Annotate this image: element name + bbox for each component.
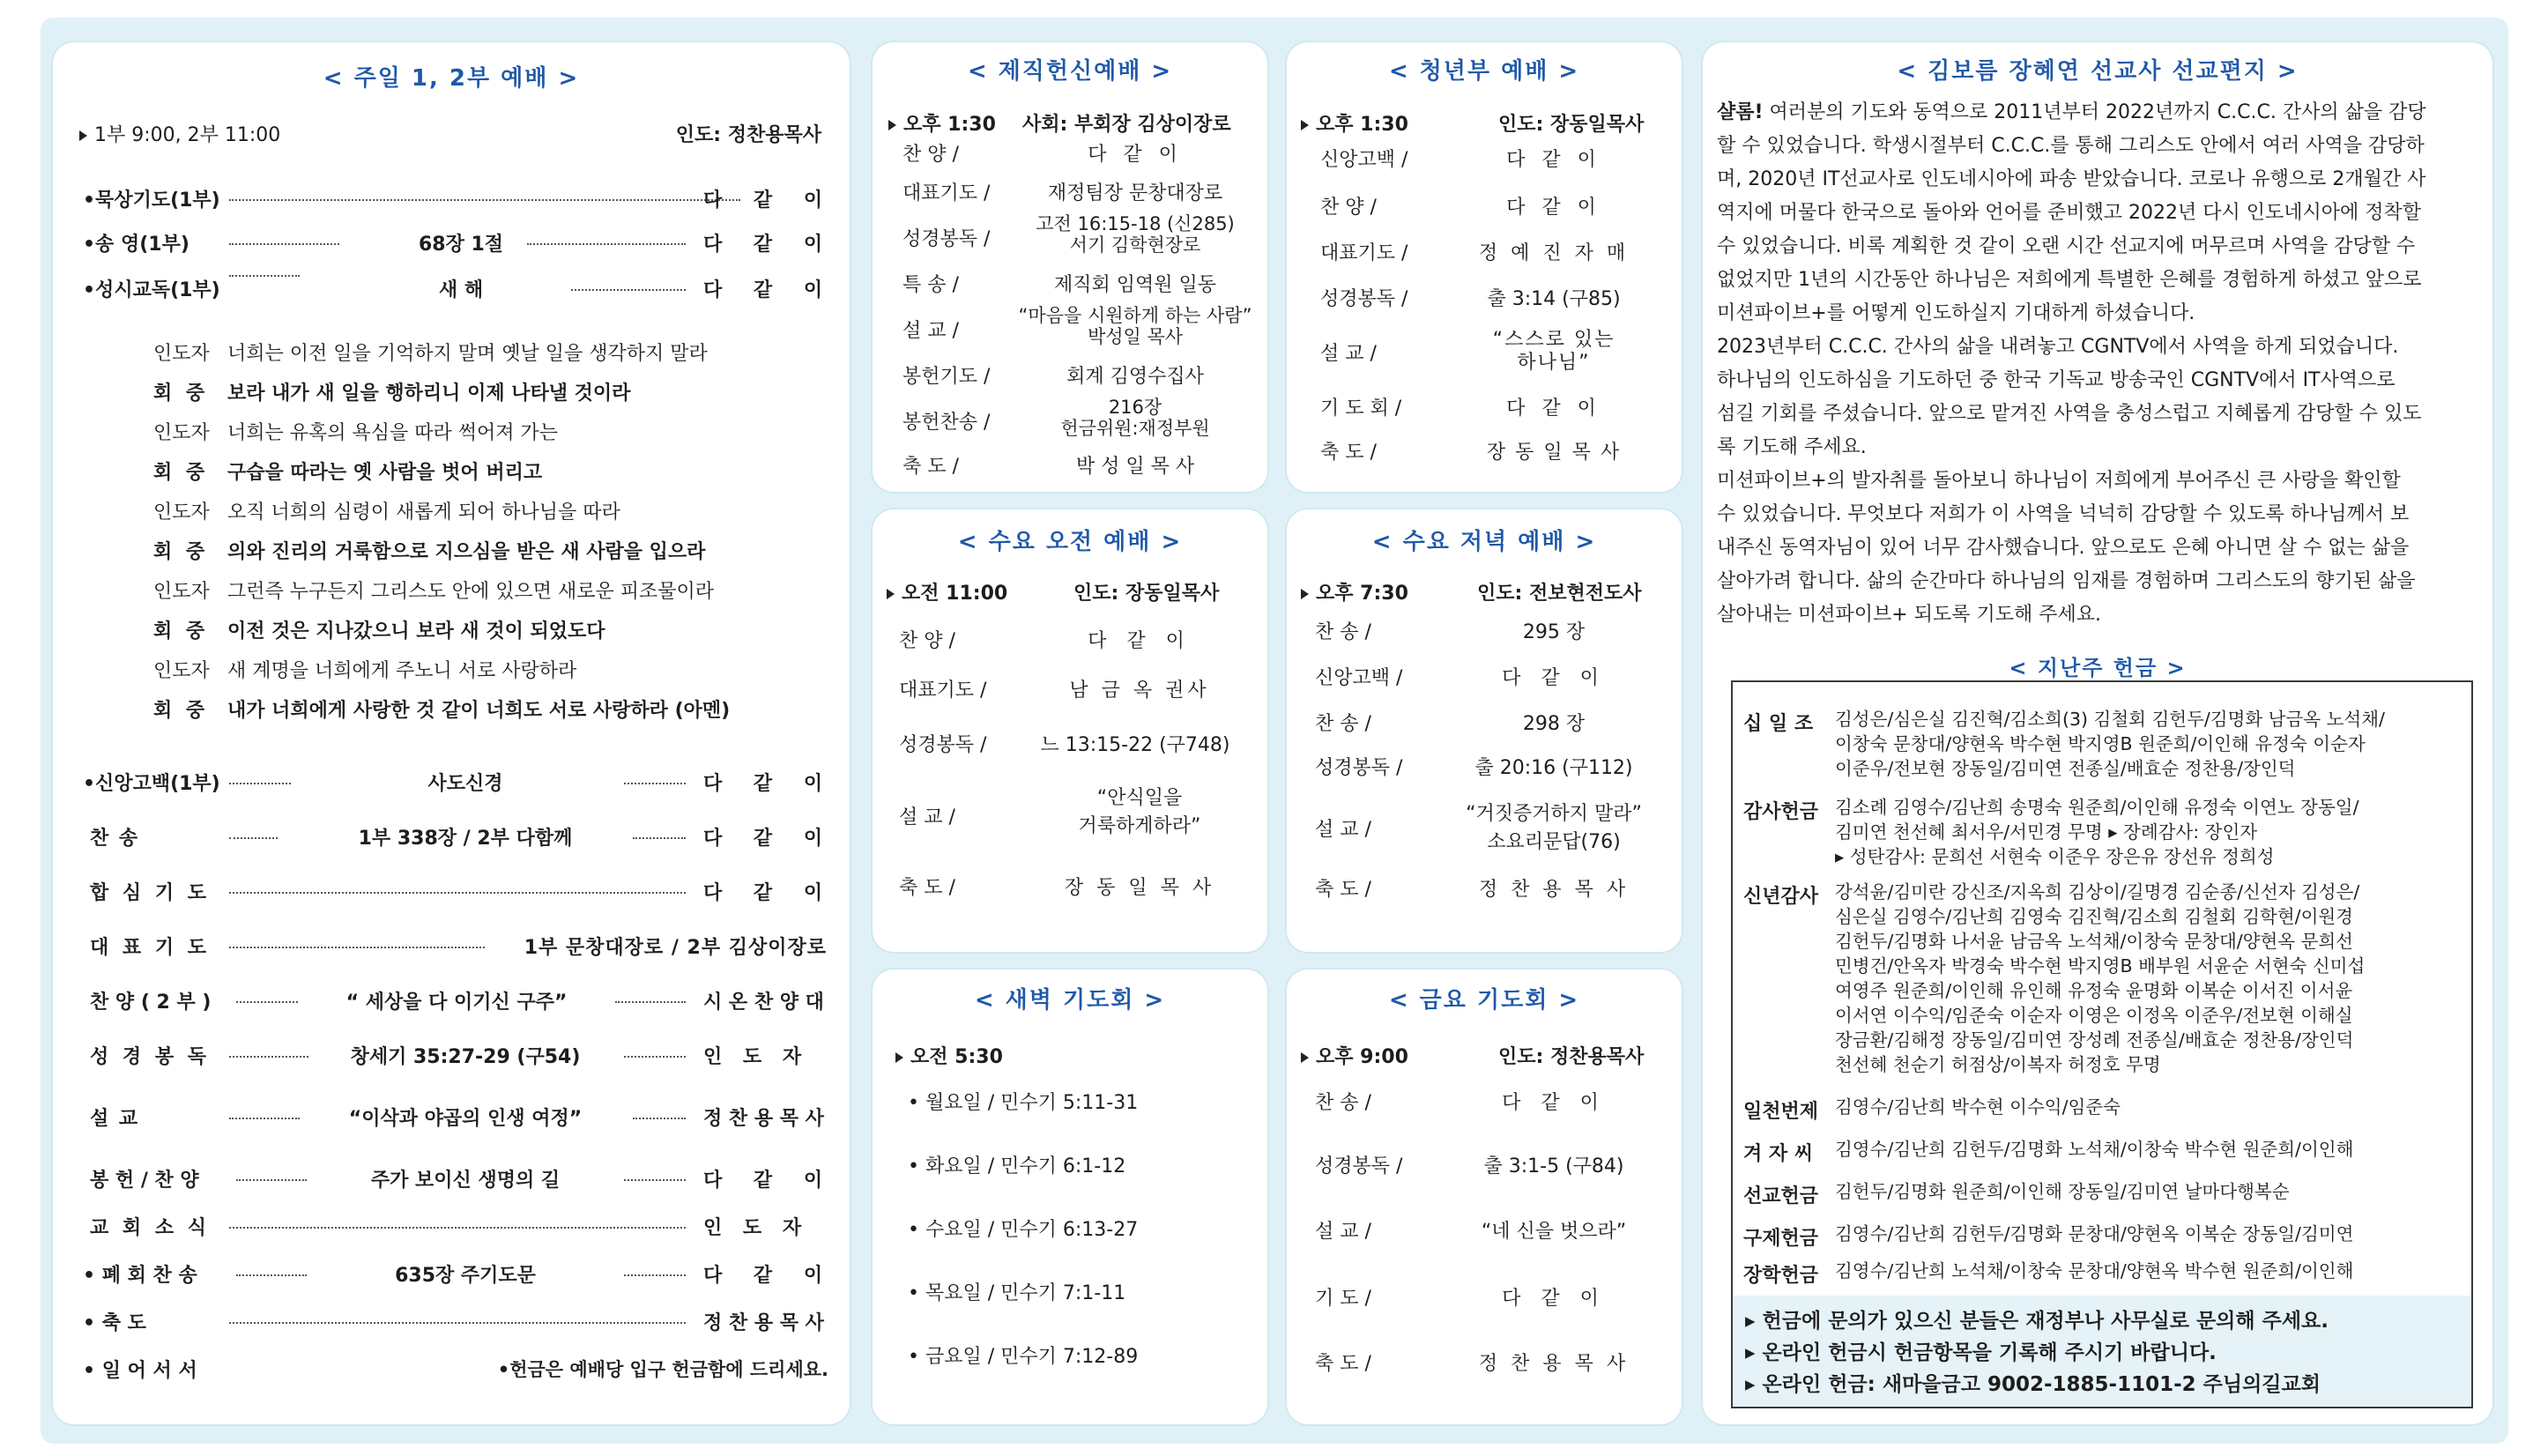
dawn-item: • 화요일 / 민수기 6:1-12: [908, 1155, 1126, 1177]
offering-label: 선교헌금: [1743, 1185, 1819, 1207]
dawn-item-text: 금요일 / 민수기 7:12-89: [925, 1346, 1139, 1368]
reading-text: 너희는 이전 일을 기억하지 말며 옛날 일을 생각하지 말라: [227, 343, 708, 365]
dotted-leader: [624, 1179, 686, 1181]
offering-note: ▸ 온라인 헌금: 새마을금고 9002-1885-1101-2 주님의길교회: [1745, 1373, 2321, 1396]
offering-names: [1835, 1179, 2290, 1204]
letter-line: 수 있었습니다. 무엇보다 저희가 이 사역을 넉넉히 감당할 수 있도록 하나님께서 보: [1717, 503, 2410, 525]
jejik-label: 성경봉독 /: [903, 228, 991, 250]
youth-value: 다 같 이: [1506, 197, 1601, 219]
service-time-text: 1부 9:00, 2부 11:00: [94, 124, 281, 146]
order-right: 다 같 이: [703, 1170, 836, 1192]
letter-line: 할 수 있었습니다. 학생시절부터 C.C.C.를 통해 그리스도 안에서 여러 사역을 감당하: [1717, 135, 2425, 157]
dotted-leader: [229, 783, 291, 784]
offering-names-line: 김성은/심은실 김진혁/김소희(3) 김철회 김헌두/김명화 남금옥 노석채/: [1835, 709, 2385, 730]
order-label: • 일 어 서 서: [83, 1360, 197, 1382]
order-mid: “이삭과 야곱의 인생 여정”: [348, 1108, 583, 1130]
jejik-value-2: 서기 김학현장로: [1069, 234, 1201, 256]
wed-morning-value: 다 같 이: [1088, 630, 1192, 652]
wed-evening-time-text: 오후 7:30: [1316, 583, 1408, 605]
order-label: •성시교독(1부): [83, 279, 220, 301]
offering-names-line: 이창숙 문창대/양현옥 박수현 박지영B 원준희/이인해 유정숙 이순자: [1835, 733, 2366, 754]
offering-names-line: 강석윤/김미란 강신조/지옥희 김상이/길명경 김순종/신선자 김성은/: [1835, 881, 2360, 903]
order-label: 대 표 기 도: [90, 937, 210, 959]
wed-morning-label: 대표기도 /: [899, 680, 987, 702]
reading-text: 내가 너희에게 사랑한 것 같이 너희도 서로 사랑하라 (아멘): [227, 700, 731, 722]
letter-line: 2023년부터 C.C.C. 간사의 삶을 내려놓고 CGNTV에서 사역을 하게 되었습니다.: [1717, 336, 2399, 358]
wed-evening-time: [1301, 578, 1408, 605]
youth-label: 대표기도 /: [1320, 242, 1408, 264]
youth-value: 정 예 진 자 매: [1478, 242, 1630, 264]
reading-who: 인도자: [153, 660, 210, 682]
wed-evening-title: < 수요 저녁 예배 >: [1371, 529, 1597, 555]
wed-morning-time-text: 오전 11:00: [902, 583, 1008, 605]
reading-text: 구습을 따라는 옛 사람을 벗어 버리고: [227, 462, 543, 484]
dotted-leader: [615, 1001, 686, 1003]
reading-text: 그런즉 누구든지 그리스도 안에 있으면 새로운 피조물이라: [227, 581, 715, 603]
order-right: 다 같 이: [703, 828, 836, 850]
wed-morning-panel: [871, 508, 1269, 954]
order-mid: 635장 주기도문: [395, 1265, 536, 1287]
offering-label: 감사헌금: [1743, 801, 1819, 823]
offering-names: [1835, 880, 2365, 1077]
order-right: 인 도 자: [703, 1217, 809, 1239]
dotted-leader: [236, 1001, 298, 1003]
youth-time: [1301, 109, 1408, 137]
order-right: 시 온 찬 양 대: [703, 992, 824, 1014]
jejik-label: 봉헌찬송 /: [903, 412, 991, 434]
order-mid: 사도신경: [427, 773, 503, 795]
dotted-leader: [229, 947, 485, 948]
jejik-value: 재정팀장 문창대장로: [1047, 182, 1223, 204]
order-right: 정 찬 용 목 사: [703, 1108, 824, 1130]
order-label: 성 경 봉 독: [90, 1046, 210, 1068]
service-leader: 인도: 정찬용목사: [675, 124, 821, 146]
order-label: 교 회 소 식: [90, 1217, 210, 1239]
wed-evening-label: 축 도 /: [1315, 879, 1371, 901]
dawn-time-text: 오전 5:30: [910, 1046, 1003, 1068]
reading-who: 회 중: [153, 383, 209, 405]
dawn-item: • 월요일 / 민수기 5:11-31: [908, 1092, 1139, 1114]
order-mid: “ 세상을 다 이기신 구주”: [345, 992, 568, 1014]
wed-morning-leader: 인도: 장동일목사: [1073, 583, 1220, 605]
jejik-value-2: 헌금위원:재정부원: [1060, 418, 1210, 439]
jejik-leader: 사회: 부회장 김상이장로: [1022, 114, 1231, 136]
youth-label: 성경봉독 /: [1320, 288, 1408, 310]
offering-names-line: ▸ 성탄감사: 문희선 서현숙 이준우 장은유 장선유 정희성: [1835, 846, 2275, 867]
offering-names-line: 민병건/안옥자 박경숙 박수현 박지영B 배부원 서윤순 서현숙 신미섭: [1835, 955, 2366, 977]
offering-names-line: 장금환/김해정 장동일/김미연 장성례 전종실/배효순 정찬용/장인덕: [1835, 1029, 2354, 1051]
offering-label: 구제헌금: [1743, 1228, 1819, 1250]
wed-morning-value-2: 거룩하게하라”: [1078, 815, 1201, 837]
dotted-leader: [229, 837, 278, 839]
wed-evening-label: 성경봉독 /: [1315, 757, 1403, 779]
youth-label: 찬 양 /: [1320, 197, 1377, 219]
offering-note: ▸ 온라인 헌금시 헌금항목을 기록해 주시기 바랍니다.: [1745, 1341, 2217, 1364]
jejik-label: 축 도 /: [903, 456, 959, 478]
reading-text: 보라 내가 새 일을 행하리니 이제 나타낼 것이라: [227, 383, 631, 405]
letter-line: 수 있었습니다. 비록 계획한 것 같이 오랜 시간 선교지에 머무르며 사역을 감당할 수: [1717, 235, 2416, 257]
letter-title: < 김보름 장혜연 선교사 선교편지 >: [1897, 58, 2299, 85]
order-label: 찬 양 ( 2 부 ): [90, 992, 212, 1014]
offering-names: [1835, 1137, 2353, 1162]
letter-line: 역지에 머물다 한국으로 돌아와 언어를 준비했고 2022년 다시 인도네시아에 정착할: [1717, 202, 2421, 224]
reading-who: 회 중: [153, 541, 209, 563]
order-mid: 68장 1절: [418, 234, 504, 256]
youth-value: 다 같 이: [1506, 149, 1601, 171]
youth-label: 신앙고백 /: [1320, 149, 1408, 171]
reading-who: 인도자: [153, 343, 210, 365]
order-label: 봉 헌 / 찬 양: [90, 1170, 199, 1192]
order-right: 다 같 이: [703, 1265, 836, 1287]
dawn-item-text: 수요일 / 민수기 6:13-27: [925, 1219, 1139, 1241]
order-right: 다 같 이: [703, 882, 836, 904]
wed-evening-value: 298 장: [1522, 713, 1586, 735]
jejik-time: [888, 109, 996, 137]
jejik-value: 고전 16:15-18 (신285): [1036, 213, 1235, 234]
offering-names-line: 천선혜 천순기 허점상/이복자 허정호 무명: [1835, 1054, 2161, 1075]
dotted-leader: [229, 243, 339, 245]
bullet-arrow-icon: [1301, 589, 1309, 599]
order-label: 찬 송: [90, 828, 140, 850]
letter-line: 미션파이브+의 발자취를 돌아보니 하나님이 저희에게 부어주신 큰 사랑을 확인할: [1717, 470, 2401, 492]
order-right: 1부 문창대장로 / 2부 김상이장로: [524, 937, 827, 959]
reading-who: 인도자: [153, 581, 210, 603]
dotted-leader: [624, 1274, 686, 1276]
wed-morning-label: 설 교 /: [899, 806, 955, 828]
wed-evening-panel: [1285, 508, 1683, 954]
order-right: 인 도 자: [703, 1046, 809, 1068]
dotted-leader: [229, 1322, 686, 1324]
youth-value: “스스로 있는: [1492, 329, 1616, 351]
wed-evening-label: 신앙고백 /: [1315, 667, 1403, 689]
letter-line: 미션파이브+를 어떻게 인도하실지 기대하게 하셨습니다.: [1717, 302, 2195, 324]
offering-names: [1835, 707, 2385, 781]
reading-who: 회 중: [153, 462, 209, 484]
jejik-label: 특 송 /: [903, 274, 959, 296]
friday-label: 설 교 /: [1315, 1221, 1371, 1243]
dawn-item-text: 목요일 / 민수기 7:1-11: [925, 1282, 1126, 1304]
friday-label: 찬 송 /: [1315, 1092, 1371, 1114]
jejik-value: 216장: [1108, 397, 1163, 418]
youth-service-panel: [1285, 41, 1683, 494]
wed-evening-value: “거짓증거하지 말라”: [1466, 803, 1642, 825]
reading-text: 새 계명을 너희에게 주노니 서로 사랑하라: [227, 660, 577, 682]
jejik-value: 회계 김영수집사: [1066, 366, 1204, 388]
bullet-arrow-icon: [1301, 120, 1309, 130]
youth-value: 출 3:14 (구85): [1487, 288, 1621, 310]
order-mid: 1부 338장 / 2부 다함께: [358, 828, 573, 850]
wed-morning-value: 남 금 옥 권사: [1069, 680, 1210, 702]
dotted-leader: [229, 1227, 686, 1229]
jejik-value: “마음을 시원하게 하는 사람”: [1018, 305, 1252, 326]
letter-greeting: 샬롬!: [1717, 101, 1764, 123]
order-label: •신앙고백(1부): [83, 773, 220, 795]
jejik-label: 설 교 /: [903, 320, 959, 342]
order-right: 다 같 이: [703, 189, 836, 212]
sunday-service-panel: [51, 41, 851, 1426]
wed-evening-label: 찬 송 /: [1315, 621, 1371, 643]
order-label: • 폐 회 찬 송: [83, 1265, 197, 1287]
mission-letter-panel: [1701, 41, 2494, 1426]
wed-evening-label: 설 교 /: [1315, 819, 1371, 841]
wed-evening-label: 찬 송 /: [1315, 713, 1371, 735]
order-label: 합 심 기 도: [90, 882, 210, 904]
order-right: 다 같 이: [703, 234, 836, 256]
wed-evening-leader: 인도: 전보현전도사: [1477, 583, 1642, 605]
bullet-arrow-icon: [1301, 1052, 1309, 1063]
friday-value: 다 같 이: [1502, 1092, 1606, 1114]
wed-morning-label: 성경봉독 /: [899, 734, 987, 756]
wed-morning-time: [887, 578, 1007, 605]
reading-text: 너희는 유혹의 욕심을 따라 썩어져 가는: [227, 422, 558, 444]
sunday-service-title: < 주일 1, 2부 예배 >: [323, 65, 580, 92]
wed-evening-value: 정 찬 용 목 사: [1478, 879, 1630, 901]
offering-label: 겨 자 씨: [1743, 1143, 1814, 1165]
letter-line: 섬길 기회를 주셨습니다. 앞으로 맡겨진 사역을 충성스럽고 지혜롭게 감당할 수 있도: [1717, 403, 2422, 425]
reading-who: 인도자: [153, 501, 210, 524]
offering-names-line: 이서연 이수익/임준숙 이순자 이영은 이정옥 이준우/전보현 이해실: [1835, 1005, 2353, 1026]
jejik-value-2: 박성일 목사: [1087, 326, 1184, 347]
youth-time-text: 오후 1:30: [1316, 114, 1408, 136]
offering-names-line: 여영주 원준희/이인해 유인해 유정숙 윤명화 이복순 이서진 이서윤: [1835, 980, 2353, 1001]
jejik-label: 찬 양 /: [903, 144, 959, 166]
offering-names-line: 심은실 김영수/김난희 김영숙 김진혁/김소희 김철회 김학현/이원경: [1835, 906, 2353, 927]
dawn-prayer-panel: [871, 968, 1269, 1426]
order-label: •송 영(1부): [83, 234, 189, 256]
order-right: 다 같 이: [703, 773, 836, 795]
reading-who: 회 중: [153, 620, 209, 643]
wed-morning-label: 찬 양 /: [899, 630, 955, 652]
offering-title: < 지난주 헌금 >: [2009, 656, 2187, 680]
dawn-item: • 금요일 / 민수기 7:12-89: [908, 1346, 1139, 1368]
letter-line: 하나님의 인도하심을 기도하던 중 한국 기독교 방송국인 CGNTV에서 IT사역으로: [1717, 369, 2396, 391]
jejik-label: 대표기도 /: [903, 182, 991, 204]
offering-label: 일천번제: [1743, 1101, 1819, 1123]
wed-morning-label: 축 도 /: [899, 877, 955, 899]
dotted-leader: [229, 1056, 308, 1058]
wed-morning-title: < 수요 오전 예배 >: [957, 529, 1183, 555]
order-label: • 축 도: [83, 1312, 146, 1334]
friday-label: 기 도 /: [1315, 1288, 1371, 1310]
offering-notes: [1733, 1296, 2471, 1407]
offering-names: [1835, 1259, 2353, 1283]
friday-time-text: 오후 9:00: [1316, 1046, 1408, 1068]
offering-names: [1835, 1222, 2353, 1246]
letter-line: 없었지만 1년의 시간동안 하나님은 저희에게 특별한 은혜를 경험하게 하셨고 앞으로: [1717, 269, 2422, 291]
dotted-leader: [229, 275, 300, 277]
youth-label: 기 도 회 /: [1320, 397, 1402, 420]
jejik-value: 제직회 임역원 일동: [1053, 274, 1216, 296]
youth-value: 다 같 이: [1506, 397, 1601, 420]
friday-prayer-panel: [1285, 968, 1683, 1426]
bullet-arrow-icon: [895, 1052, 903, 1063]
dotted-leader: [633, 1118, 686, 1119]
dawn-item: • 목요일 / 민수기 7:1-11: [908, 1282, 1126, 1304]
youth-label: 설 교 /: [1320, 343, 1377, 365]
order-mid: 주가 보이신 생명의 길: [370, 1170, 561, 1192]
wed-morning-value: 장 동 일 목 사: [1064, 877, 1215, 899]
offering-names-line: 김영수/김난희 김헌두/김명화 노석채/이창숙 박수현 원준희/이인해: [1835, 1139, 2354, 1160]
wed-evening-value: 다 같 이: [1502, 667, 1606, 689]
offering-names-line: 김헌두/김명화 원준희/이인해 장동일/김미연 날마다행복순: [1835, 1181, 2290, 1202]
jejik-time-text: 오후 1:30: [903, 114, 996, 136]
letter-line: 살아가려 합니다. 삶의 순간마다 하나님의 임재를 경험하며 그리스도의 향기된 삶을: [1717, 570, 2416, 592]
dotted-leader: [236, 1274, 307, 1276]
order-label: •묵상기도(1부): [83, 189, 220, 212]
youth-title: < 청년부 예배 >: [1388, 58, 1580, 85]
order-right: 다 같 이: [703, 279, 836, 301]
jejik-value: 박 성 일 목 사: [1075, 456, 1195, 478]
youth-label: 축 도 /: [1320, 442, 1377, 464]
reading-text: 오직 너희의 심령이 새롭게 되어 하나님을 따라: [227, 501, 620, 524]
friday-label: 축 도 /: [1315, 1353, 1371, 1375]
offering-note: ▸ 헌금에 문의가 있으신 분들은 재정부나 사무실로 문의해 주세요.: [1745, 1310, 2329, 1333]
order-mid: 새 해: [438, 279, 484, 301]
service-time: [79, 120, 280, 147]
dotted-leader: [571, 289, 686, 291]
dotted-leader: [229, 199, 740, 201]
jejik-service-panel: [871, 41, 1269, 494]
letter-line: 내주신 동역자님이 있어 너무 감사했습니다. 앞으로도 은혜 아니면 살 수 없는 삶을: [1717, 537, 2410, 559]
dotted-leader: [527, 243, 686, 245]
dotted-leader: [633, 837, 686, 839]
bullet-arrow-icon: [887, 589, 895, 599]
reading-who: 인도자: [153, 422, 210, 444]
jejik-value: 다 같 이: [1088, 144, 1183, 166]
friday-value: 출 3:1-5 (구84): [1483, 1155, 1624, 1177]
offering-label: 신년감사: [1743, 886, 1819, 908]
letter-line: [1717, 97, 2426, 124]
friday-time: [1301, 1042, 1408, 1069]
dotted-leader: [624, 1056, 686, 1058]
dawn-item-text: 화요일 / 민수기 6:1-12: [925, 1155, 1126, 1177]
reading-text: 의와 진리의 거룩함으로 지으심을 받은 새 사람을 입으라: [227, 541, 706, 563]
offering-names-line: 김헌두/김명화 나서윤 남금옥 노석채/이창숙 문창대/양현옥 문희선: [1835, 931, 2353, 952]
dotted-leader: [229, 1118, 300, 1119]
offering-names-line: 김영수/김난희 노석채/이창숙 문창대/양현옥 박수현 원준희/이인해: [1835, 1260, 2354, 1281]
bullet-arrow-icon: [888, 120, 896, 130]
offering-box: [1731, 680, 2473, 1408]
offering-label: 장학헌금: [1743, 1265, 1819, 1287]
letter-line: 살아내는 미션파이브+ 되도록 기도해 주세요.: [1717, 604, 2101, 626]
reading-who: 회 중: [153, 700, 209, 722]
offering-names-line: 이준우/전보현 장동일/김미연 전종실/배효순 정찬용/장인덕: [1835, 758, 2296, 779]
offering-names-line: 김영수/김난희 김헌두/김명화 문창대/양현옥 이복순 장동일/김미연: [1835, 1223, 2354, 1244]
wed-morning-value: “안식일을: [1096, 787, 1183, 809]
wed-evening-value: 295 장: [1522, 621, 1586, 643]
offering-names: [1835, 1095, 2121, 1119]
dawn-item-text: 월요일 / 민수기 5:11-31: [925, 1092, 1139, 1114]
order-label: 설 교: [90, 1108, 140, 1130]
wed-evening-value-2: 소요리문답(76): [1487, 831, 1621, 853]
letter-line: 록 기도해 주세요.: [1717, 436, 1867, 458]
order-mid: 창세기 35:27-29 (구54): [350, 1046, 581, 1068]
jejik-label: 봉헌기도 /: [903, 366, 991, 388]
letter-line: 며, 2020년 IT선교사로 인도네시아에 파송 받았습니다. 코로나 유행으로 2개월간 사: [1717, 168, 2426, 190]
wed-morning-value: 느 13:15-22 (구748): [1040, 734, 1230, 756]
bullet-arrow-icon: [79, 130, 87, 141]
friday-value: 다 같 이: [1502, 1288, 1606, 1310]
friday-value: “네 신을 벗으라”: [1481, 1221, 1627, 1243]
jejik-title: < 제직헌신예배 >: [967, 58, 1173, 85]
dawn-time: [895, 1042, 1003, 1069]
offering-label: 십 일 조: [1743, 713, 1814, 735]
youth-value: 장 동 일 목 사: [1486, 442, 1622, 464]
offering-instruction: •헌금은 예배당 입구 헌금함에 드리세요.: [497, 1359, 828, 1380]
dotted-leader: [229, 892, 686, 894]
offering-names-line: 김소례 김영수/김난희 송명숙 원준희/이인해 유정숙 이연노 장동일/: [1835, 797, 2359, 818]
friday-label: 성경봉독 /: [1315, 1155, 1403, 1177]
dotted-leader: [624, 783, 686, 784]
dawn-title: < 새벽 기도회 >: [974, 987, 1166, 1014]
offering-names-line: 김영수/김난희 박수현 이수익/임준숙: [1835, 1096, 2121, 1118]
youth-leader: 인도: 장동일목사: [1498, 114, 1645, 136]
friday-title: < 금요 기도회 >: [1388, 987, 1580, 1014]
dawn-item: • 수요일 / 민수기 6:13-27: [908, 1219, 1139, 1241]
youth-value-2: 하나님”: [1517, 352, 1591, 374]
order-right: 정 찬 용 목 사: [703, 1312, 824, 1334]
friday-value: 정 찬 용 목 사: [1478, 1353, 1630, 1375]
reading-text: 이전 것은 지나갔으니 보라 새 것이 되었도다: [227, 620, 605, 643]
wed-evening-value: 출 20:16 (구112): [1474, 757, 1633, 779]
dotted-leader: [236, 1179, 307, 1181]
offering-names: [1835, 795, 2359, 869]
offering-names-line: 김미연 천선혜 최서우/서민경 무명 ▸ 장례감사: 장인자: [1835, 821, 2258, 843]
letter-line-text: 여러분의 기도와 동역으로 2011년부터 2022년까지 C.C.C. 간사의 삶을 감당: [1769, 101, 2426, 123]
friday-leader: 인도: 정찬용목사: [1498, 1046, 1645, 1068]
